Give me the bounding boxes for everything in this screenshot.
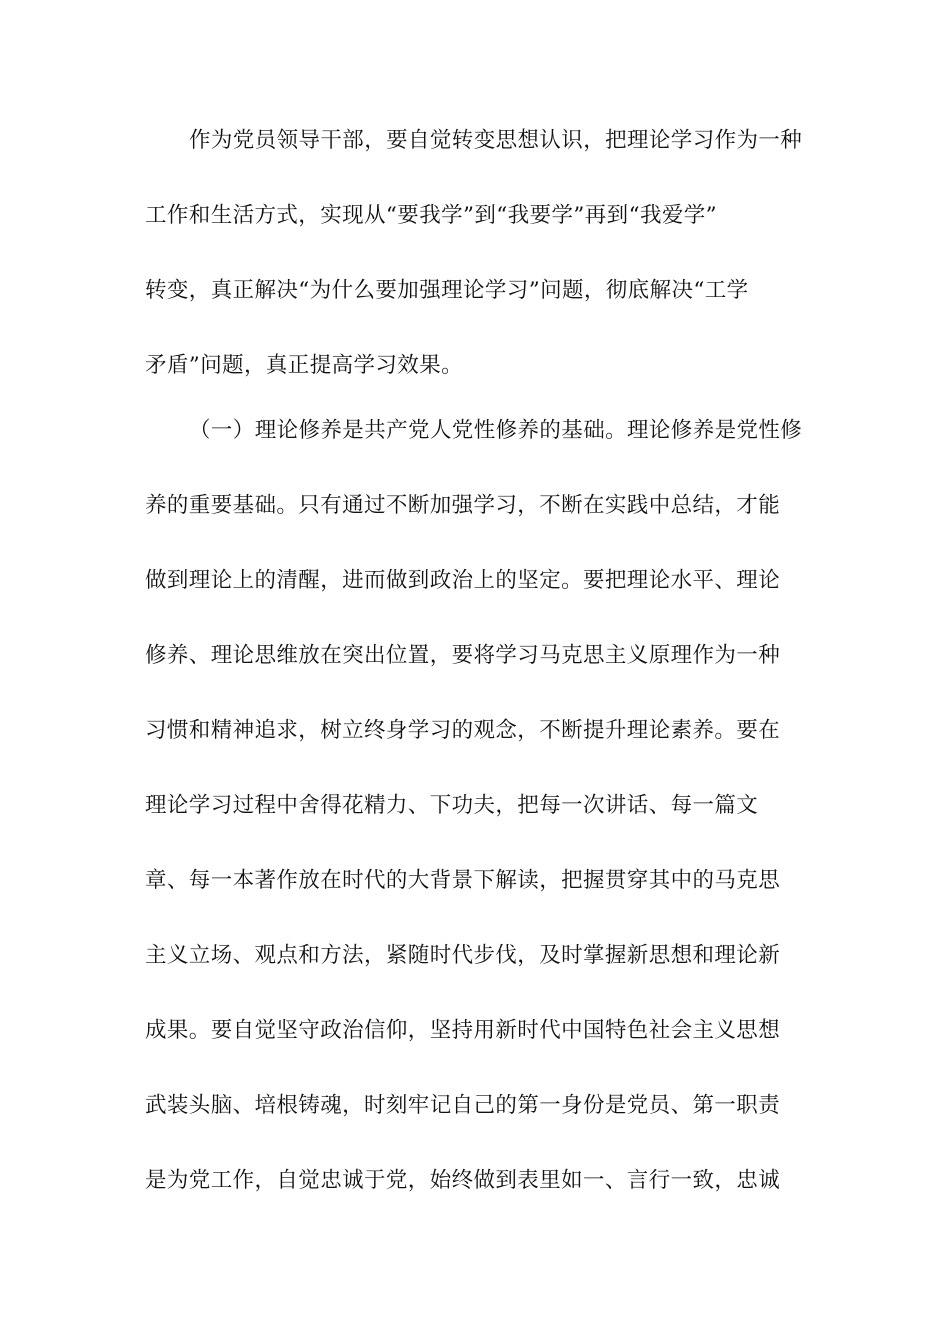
paragraph-section-1 [145,415,807,1240]
text-line: 修养、理论思维放在突出位置，要将学习马克思主义原理作为一种 [145,643,781,668]
text-line: 做到理论上的清醒，进而做到政治上的坚定。要把理论水平、理论 [145,568,781,593]
text-line: 矛盾”问题，真正提高学习效果。 [145,353,463,378]
paragraph-intro [145,125,807,415]
text-line: 是为党工作，自觉忠诚于党，始终做到表里如一、言行一致，忠诚 [145,1168,781,1193]
text-line: 理论学习过程中舍得花精力、下功夫，把每一次讲话、每一篇文 [145,793,759,818]
text-line: 习惯和精神追求，树立终身学习的观念，不断提升理论素养。要在 [145,718,781,743]
text-line: 转变，真正解决“为什么要加强理论学习”问题，彻底解决“工学 [145,278,749,303]
text-line: 武装头脑、培根铸魂，时刻牢记自己的第一身份是党员、第一职责 [145,1093,781,1118]
text-line: 养的重要基础。只有通过不断加强学习，不断在实践中总结，才能 [145,493,781,518]
section-heading-line: （一）理论修养是共产党人党性修养的基础。理论修养是党性修 [189,418,803,443]
text-line: 工作和生活方式，实现从“要我学”到“我要学”再到“我爱学” [145,203,718,228]
text-line: 章、每一本著作放在时代的大背景下解读，把握贯穿其中的马克思 [145,868,781,893]
text-line: 成果。要自觉坚守政治信仰，坚持用新时代中国特色社会主义思想 [145,1018,781,1043]
text-line: 作为党员领导干部，要自觉转变思想认识，把理论学习作为一种 [189,128,803,153]
text-line: 主义立场、观点和方法，紧随时代步伐，及时掌握新思想和理论新 [145,943,781,968]
document-body [145,125,807,1240]
